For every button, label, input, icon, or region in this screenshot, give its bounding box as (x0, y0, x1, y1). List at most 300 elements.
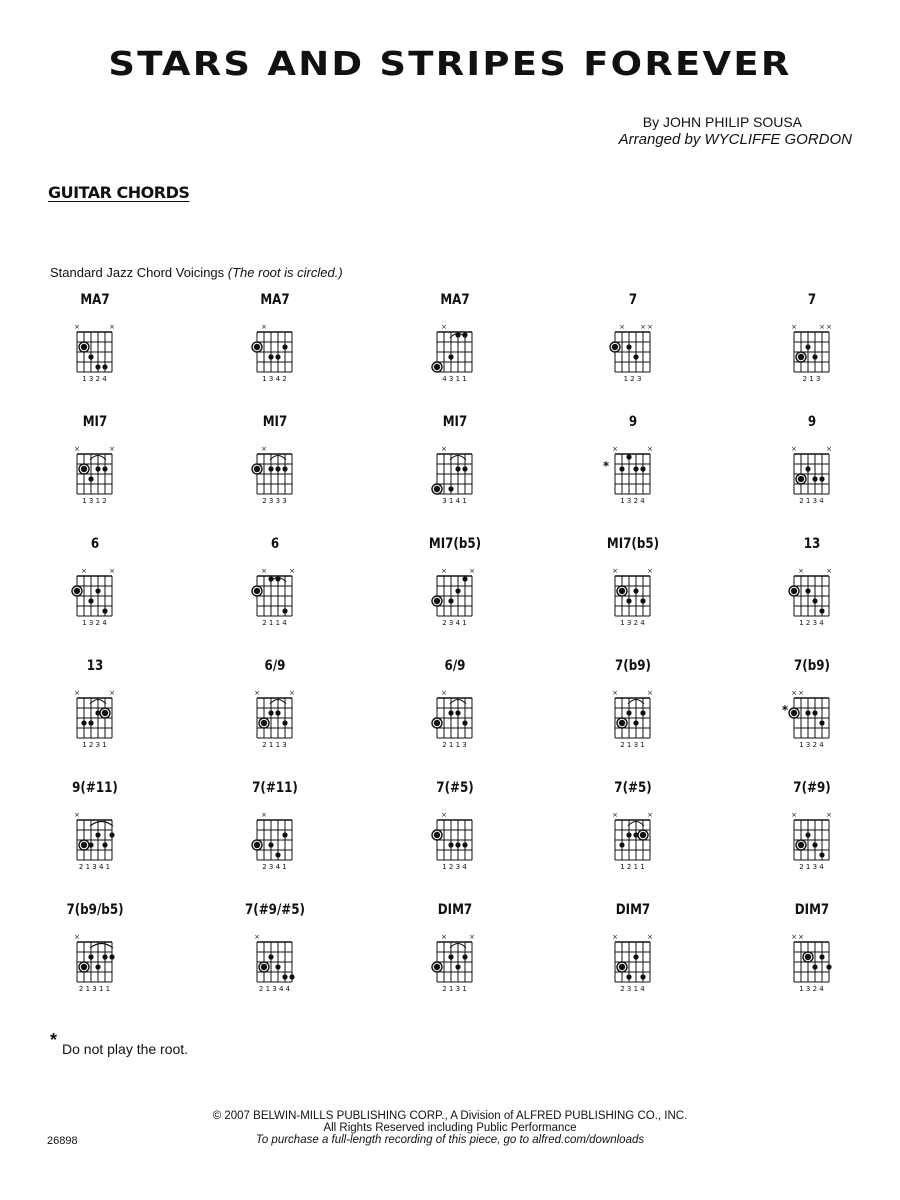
fretboard-diagram (55, 680, 135, 756)
chord-name: MI7(b5) (428, 536, 482, 552)
finger-dot (812, 710, 817, 715)
chord-diagram (593, 536, 673, 644)
finger-dot (109, 832, 114, 837)
finger-dot (448, 354, 453, 359)
muted-string-x-icon: × (74, 445, 80, 453)
chord-name: MA7 (440, 292, 470, 308)
chord-name: 7(#9) (793, 780, 831, 796)
root-note-dot (434, 964, 440, 970)
chord-name: DIM7 (794, 902, 830, 918)
fretboard-diagram (772, 680, 852, 756)
root-note-dot (434, 720, 440, 726)
chord-name: DIM7 (437, 902, 473, 918)
muted-string-x-icon: × (261, 445, 267, 453)
muted-string-x-icon: × (109, 567, 115, 575)
finger-dot (819, 608, 824, 613)
muted-string-x-icon: × (791, 933, 797, 941)
finger-dot (95, 832, 100, 837)
chord-name: 6/9 (264, 658, 286, 674)
fingering-numbers: 2 1 3 4 (799, 497, 824, 505)
fingering-numbers: 2 1 3 1 (620, 741, 645, 749)
muted-string-x-icon: × (81, 567, 87, 575)
fingering-numbers: 2 3 4 1 (442, 619, 467, 627)
legal-notice (0, 1110, 900, 1146)
chord-diagram (55, 414, 135, 522)
chord-diagram (235, 414, 315, 522)
finger-dot (102, 608, 107, 613)
muted-string-x-icon: × (441, 933, 447, 941)
chord-name: MI7 (442, 414, 468, 430)
chord-name: 6 (270, 536, 280, 552)
finger-dot (268, 576, 273, 581)
fingering-numbers: 2 1 1 3 (442, 741, 467, 749)
root-note-dot (434, 364, 440, 370)
fretboard-diagram (415, 680, 495, 756)
root-note-dot (261, 720, 267, 726)
fingering-numbers: 1 2 1 1 (620, 863, 645, 871)
muted-string-x-icon: × (791, 689, 797, 697)
chord-diagram (772, 414, 852, 522)
chord-name: DIM7 (615, 902, 651, 918)
muted-string-x-icon: × (826, 323, 832, 331)
fretboard-diagram (235, 558, 315, 634)
finger-dot (102, 364, 107, 369)
fingering-numbers: 4 3 1 1 (442, 375, 467, 383)
fingering-numbers: 2 3 4 1 (262, 863, 287, 871)
fretboard-diagram (55, 314, 135, 390)
fingering-numbers: 1 3 4 2 (262, 375, 287, 383)
finger-dot (812, 354, 817, 359)
chord-name: 7(b9) (615, 658, 651, 674)
chord-name: MI7 (82, 414, 108, 430)
fretboard-diagram (593, 558, 673, 634)
root-note-dot (81, 344, 87, 350)
muted-string-x-icon: × (612, 811, 618, 819)
finger-dot (88, 598, 93, 603)
muted-string-x-icon: × (441, 323, 447, 331)
finger-dot (268, 466, 273, 471)
finger-dot (462, 332, 467, 337)
fingering-numbers: 2 1 3 4 1 (78, 863, 111, 871)
finger-dot (640, 974, 645, 979)
fingering-numbers: 1 3 2 4 (620, 619, 645, 627)
muted-string-x-icon: × (109, 323, 115, 331)
chord-name: 7(#11) (252, 780, 298, 796)
fingering-numbers: 2 1 3 1 1 (78, 985, 111, 993)
finger-dot (282, 974, 287, 979)
finger-dot (626, 974, 631, 979)
muted-string-x-icon: × (819, 323, 825, 331)
muted-string-x-icon: × (74, 933, 80, 941)
finger-dot (626, 454, 631, 459)
chord-name: 7(b9) (794, 658, 830, 674)
muted-string-x-icon: × (469, 933, 475, 941)
muted-string-x-icon: × (261, 567, 267, 575)
finger-dot (95, 588, 100, 593)
finger-dot (812, 476, 817, 481)
finger-dot (626, 710, 631, 715)
muted-string-x-icon: × (254, 933, 260, 941)
chord-name: MA7 (80, 292, 110, 308)
fingering-numbers: 1 2 3 1 (82, 741, 107, 749)
chord-diagram (593, 658, 673, 766)
muted-string-x-icon: × (619, 323, 625, 331)
muted-string-x-icon: × (74, 811, 80, 819)
chord-diagram (772, 536, 852, 644)
finger-dot (268, 842, 273, 847)
finger-dot (626, 344, 631, 349)
finger-dot (805, 466, 810, 471)
chord-diagram (415, 292, 495, 400)
finger-dot (95, 466, 100, 471)
finger-dot (88, 354, 93, 359)
chord-diagram (235, 902, 315, 1010)
finger-dot (633, 466, 638, 471)
root-note-dot (434, 598, 440, 604)
finger-dot (275, 852, 280, 857)
chord-diagram (55, 292, 135, 400)
chord-name: 6/9 (444, 658, 466, 674)
muted-string-x-icon: × (647, 933, 653, 941)
finger-dot (462, 576, 467, 581)
finger-dot (619, 466, 624, 471)
finger-dot (275, 710, 280, 715)
muted-string-x-icon: × (261, 323, 267, 331)
footnote-text: Do not play the root. (62, 1041, 189, 1057)
finger-dot (633, 720, 638, 725)
fretboard-diagram (593, 924, 673, 1000)
chord-diagram (593, 780, 673, 888)
finger-dot (805, 588, 810, 593)
chord-diagram (235, 780, 315, 888)
muted-string-x-icon: × (612, 567, 618, 575)
finger-dot (455, 466, 460, 471)
fingering-numbers: 3 1 4 1 (442, 497, 467, 505)
chord-diagram (415, 780, 495, 888)
chord-name: 7(#5) (614, 780, 652, 796)
root-note-dot (102, 710, 108, 716)
muted-string-x-icon: × (647, 323, 653, 331)
root-note-dot (791, 588, 797, 594)
fingering-numbers: 1 2 3 4 (799, 619, 824, 627)
finger-dot (640, 466, 645, 471)
chord-diagram (772, 292, 852, 400)
chord-name: MA7 (260, 292, 290, 308)
finger-dot (819, 720, 824, 725)
fingering-numbers: 1 2 3 (623, 375, 642, 383)
muted-string-x-icon: × (612, 689, 618, 697)
intro-note: (The root is circled.) (227, 265, 343, 280)
root-note-dot (81, 964, 87, 970)
finger-dot (448, 954, 453, 959)
muted-string-x-icon: × (612, 445, 618, 453)
chord-name: 9(#11) (72, 780, 118, 796)
muted-string-x-icon: × (469, 567, 475, 575)
finger-dot (626, 832, 631, 837)
root-note-dot (254, 842, 260, 848)
fretboard-diagram (415, 558, 495, 634)
muted-string-x-icon: × (791, 811, 797, 819)
root-note-dot (434, 832, 440, 838)
root-note-dot (612, 344, 618, 350)
fretboard-diagram (593, 436, 673, 512)
finger-dot (88, 954, 93, 959)
finger-dot (282, 344, 287, 349)
chord-diagram (415, 902, 495, 1010)
muted-string-x-icon: × (791, 445, 797, 453)
muted-string-x-icon: × (261, 811, 267, 819)
chord-diagram (593, 902, 673, 1010)
finger-dot (819, 476, 824, 481)
finger-dot (102, 466, 107, 471)
fingering-numbers: 1 3 1 2 (82, 497, 107, 505)
finger-dot (95, 364, 100, 369)
finger-dot (640, 710, 645, 715)
muted-string-x-icon: × (826, 445, 832, 453)
fretboard-diagram (235, 680, 315, 756)
finger-dot (102, 954, 107, 959)
root-note-dot (798, 476, 804, 482)
muted-string-x-icon: × (441, 811, 447, 819)
root-note-dot (798, 354, 804, 360)
chord-name: 7(b9/b5) (66, 902, 124, 918)
finger-dot (109, 954, 114, 959)
finger-dot (88, 720, 93, 725)
muted-string-x-icon: × (441, 445, 447, 453)
finger-dot (812, 964, 817, 969)
barre-arc (90, 822, 113, 827)
finger-dot (268, 354, 273, 359)
finger-dot (81, 720, 86, 725)
finger-dot (268, 710, 273, 715)
finger-dot (275, 354, 280, 359)
chord-name: 13 (86, 658, 104, 674)
muted-string-x-icon: × (826, 567, 832, 575)
fretboard-diagram (772, 924, 852, 1000)
fingering-numbers: 1 3 2 4 (799, 985, 824, 993)
muted-string-x-icon: × (798, 567, 804, 575)
root-note-dot (640, 832, 646, 838)
chord-diagram (235, 292, 315, 400)
finger-dot (462, 720, 467, 725)
root-note-dot (81, 466, 87, 472)
no-root-star-marker: * (602, 459, 610, 473)
chord-diagram (55, 536, 135, 644)
fretboard-diagram (772, 558, 852, 634)
muted-string-x-icon: × (441, 689, 447, 697)
finger-dot (619, 842, 624, 847)
finger-dot (289, 974, 294, 979)
muted-string-x-icon: × (647, 567, 653, 575)
muted-string-x-icon: × (74, 689, 80, 697)
root-note-dot (798, 842, 804, 848)
page-title: STARS AND STRIPES FOREVER (108, 44, 792, 83)
chord-diagram (235, 658, 315, 766)
fingering-numbers: 2 1 3 4 4 (258, 985, 291, 993)
finger-dot (88, 842, 93, 847)
fretboard-diagram (415, 436, 495, 512)
fretboard-diagram (235, 802, 315, 878)
fretboard-diagram (772, 802, 852, 878)
chord-diagram (55, 902, 135, 1010)
finger-dot (282, 832, 287, 837)
root-note-dot (619, 720, 625, 726)
root-note-dot (254, 588, 260, 594)
finger-dot (282, 720, 287, 725)
chord-name: 9 (807, 414, 817, 430)
finger-dot (633, 354, 638, 359)
footnote-marker: * (50, 1030, 58, 1050)
finger-dot (805, 344, 810, 349)
copyright-line: © 2007 BELWIN-MILLS PUBLISHING CORP., A Division of ALFRED PUBLISHING CO., INC. (212, 1110, 688, 1122)
finger-dot (626, 598, 631, 603)
finger-dot (455, 842, 460, 847)
muted-string-x-icon: × (798, 933, 804, 941)
fretboard-diagram (235, 314, 315, 390)
chord-name: MI7(b5) (606, 536, 660, 552)
finger-dot (88, 476, 93, 481)
fingering-numbers: 2 1 3 1 (442, 985, 467, 993)
muted-string-x-icon: × (289, 689, 295, 697)
finger-dot (805, 710, 810, 715)
chord-diagram (55, 780, 135, 888)
finger-dot (812, 842, 817, 847)
chord-diagram (415, 536, 495, 644)
muted-string-x-icon: × (254, 689, 260, 697)
finger-dot (275, 964, 280, 969)
finger-dot (448, 842, 453, 847)
fingering-numbers: 2 1 3 (802, 375, 821, 383)
intro-text: Standard Jazz Chord Voicings (50, 265, 225, 280)
root-note-dot (791, 710, 797, 716)
fingering-numbers: 1 3 2 4 (82, 619, 107, 627)
finger-dot (826, 964, 831, 969)
fretboard-diagram (593, 314, 673, 390)
fretboard-diagram (772, 314, 852, 390)
muted-string-x-icon: × (647, 445, 653, 453)
chord-name: 7 (628, 292, 638, 308)
fingering-numbers: 1 3 2 4 (799, 741, 824, 749)
muted-string-x-icon: × (289, 567, 295, 575)
finger-dot (448, 598, 453, 603)
finger-dot (282, 608, 287, 613)
chord-diagram (772, 658, 852, 766)
finger-dot (633, 954, 638, 959)
fretboard-diagram (415, 924, 495, 1000)
chord-name: 6 (90, 536, 100, 552)
chord-name: 7(#5) (436, 780, 474, 796)
chord-diagram (415, 658, 495, 766)
fingering-numbers: 1 3 2 4 (620, 497, 645, 505)
root-note-dot (261, 964, 267, 970)
chord-diagram (593, 414, 673, 522)
finger-dot (275, 466, 280, 471)
muted-string-x-icon: × (798, 689, 804, 697)
root-note-dot (619, 588, 625, 594)
fretboard-diagram (55, 924, 135, 1000)
finger-dot (812, 598, 817, 603)
composer-credit: By JOHN PHILIP SOUSA (642, 114, 802, 130)
finger-dot (268, 954, 273, 959)
fretboard-diagram (593, 802, 673, 878)
finger-dot (462, 842, 467, 847)
fingering-numbers: 2 1 1 4 (262, 619, 287, 627)
rights-line: All Rights Reserved including Public Performance (323, 1122, 577, 1134)
finger-dot (462, 466, 467, 471)
finger-dot (805, 832, 810, 837)
finger-dot (640, 598, 645, 603)
chord-name: 7 (807, 292, 817, 308)
chord-name: 9 (628, 414, 638, 430)
fretboard-diagram (235, 436, 315, 512)
chord-diagram (772, 902, 852, 1010)
root-note-dot (805, 954, 811, 960)
root-note-dot (74, 588, 80, 594)
finger-dot (455, 964, 460, 969)
root-note-dot (254, 344, 260, 350)
root-note-dot (619, 964, 625, 970)
muted-string-x-icon: × (109, 689, 115, 697)
fretboard-diagram (772, 436, 852, 512)
finger-dot (455, 332, 460, 337)
no-root-star-marker: * (781, 703, 789, 717)
finger-dot (455, 588, 460, 593)
muted-string-x-icon: × (441, 567, 447, 575)
finger-dot (462, 954, 467, 959)
fingering-numbers: 1 2 3 4 (442, 863, 467, 871)
chord-name: 7(#9/#5) (244, 902, 306, 918)
muted-string-x-icon: × (74, 323, 80, 331)
chord-diagram (55, 658, 135, 766)
muted-string-x-icon: × (647, 689, 653, 697)
catalog-number: 26898 (47, 1135, 78, 1147)
fretboard-diagram (593, 680, 673, 756)
fretboard-diagram (415, 314, 495, 390)
muted-string-x-icon: × (647, 811, 653, 819)
fretboard-diagram (235, 924, 315, 1000)
finger-dot (819, 852, 824, 857)
finger-dot (633, 588, 638, 593)
chord-name: 13 (803, 536, 821, 552)
section-heading: GUITAR CHORDS (48, 183, 190, 202)
finger-dot (275, 576, 280, 581)
chord-diagram (415, 414, 495, 522)
finger-dot (102, 842, 107, 847)
fingering-numbers: 2 1 3 4 (799, 863, 824, 871)
muted-string-x-icon: × (826, 811, 832, 819)
finger-dot (282, 466, 287, 471)
finger-dot (455, 710, 460, 715)
fretboard-diagram (415, 802, 495, 878)
fingering-numbers: 2 3 1 4 (620, 985, 645, 993)
root-note-dot (434, 486, 440, 492)
finger-dot (448, 486, 453, 491)
muted-string-x-icon: × (640, 323, 646, 331)
muted-string-x-icon: × (612, 933, 618, 941)
arranger-credit: Arranged by WYCLIFFE GORDON (618, 131, 852, 148)
fretboard-diagram (55, 436, 135, 512)
chord-diagram (593, 292, 673, 400)
fingering-numbers: 2 3 3 3 (262, 497, 287, 505)
chord-name: MI7 (262, 414, 288, 430)
chord-diagram (772, 780, 852, 888)
root-note-dot (254, 466, 260, 472)
finger-dot (819, 954, 824, 959)
fretboard-diagram (55, 802, 135, 878)
fretboard-diagram (55, 558, 135, 634)
fingering-numbers: 1 3 2 4 (82, 375, 107, 383)
fingering-numbers: 2 1 1 3 (262, 741, 287, 749)
